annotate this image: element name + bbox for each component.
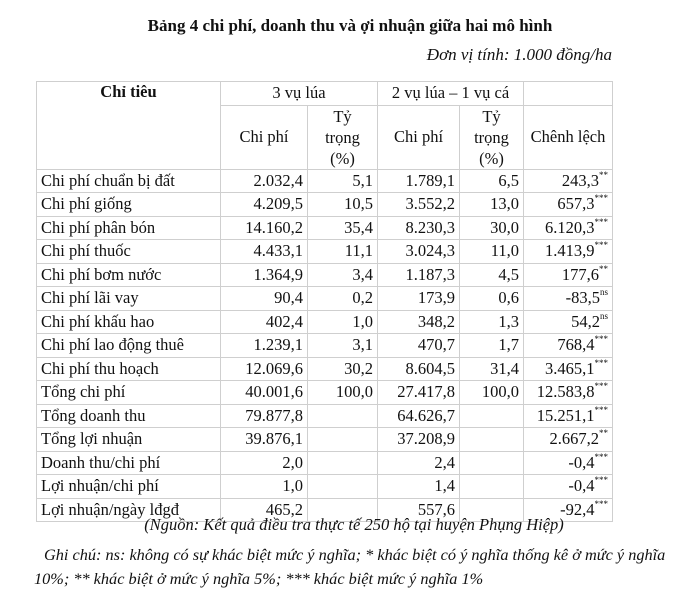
share-rice-fish [460, 451, 524, 475]
share-3-rice: 0,2 [308, 287, 378, 311]
share-rice-fish [460, 404, 524, 428]
row-label: Lợi nhuận/chi phí [37, 475, 221, 499]
difference [524, 357, 613, 381]
significance-marker: ns [600, 287, 609, 298]
cost-rice-fish: 64.626,7 [378, 404, 460, 428]
difference [524, 216, 613, 240]
header-blank [524, 82, 613, 106]
cost-rice-fish: 348,2 [378, 310, 460, 334]
row-label: Lợi nhuận/ngày lđgđ [37, 498, 221, 522]
table-row [37, 475, 613, 499]
share-3-rice [308, 404, 378, 428]
table-row [37, 357, 613, 381]
cost-rice-fish: 1,4 [378, 475, 460, 499]
significance-marker: *** [594, 381, 609, 392]
share-rice-fish: 30,0 [460, 216, 524, 240]
row-label: Doanh thu/chi phí [37, 451, 221, 475]
cost-3-rice: 4.433,1 [221, 240, 308, 264]
cost-3-rice: 39.876,1 [221, 428, 308, 452]
share-rice-fish [460, 475, 524, 499]
share-3-rice [308, 451, 378, 475]
header-cost-2: Chi phí [378, 105, 460, 169]
significance-marker: *** [594, 475, 609, 486]
row-label: Chi phí giống [37, 193, 221, 217]
cost-3-rice: 402,4 [221, 310, 308, 334]
table-row [37, 216, 613, 240]
row-label: Chi phí lao động thuê [37, 334, 221, 358]
cost-rice-fish: 3.024,3 [378, 240, 460, 264]
significance-marker: *** [594, 404, 609, 415]
cost-3-rice: 1.364,9 [221, 263, 308, 287]
difference-value: 177,6 [561, 264, 600, 284]
cost-rice-fish: 37.208,9 [378, 428, 460, 452]
cost-rice-fish: 8.230,3 [378, 216, 460, 240]
difference [524, 193, 613, 217]
cost-3-rice: 4.209,5 [221, 193, 308, 217]
difference [524, 169, 613, 193]
share-3-rice: 100,0 [308, 381, 378, 405]
difference [524, 310, 613, 334]
difference-value: 2.667,2 [549, 429, 600, 449]
cost-rice-fish: 3.552,2 [378, 193, 460, 217]
row-label: Chi phí bơm nước [37, 263, 221, 287]
difference [524, 475, 613, 499]
share-3-rice: 35,4 [308, 216, 378, 240]
cost-3-rice: 79.877,8 [221, 404, 308, 428]
significance-marker: *** [594, 357, 609, 368]
significance-marker: *** [594, 193, 609, 204]
difference-value: 54,2 [571, 311, 600, 331]
share-3-rice: 30,2 [308, 357, 378, 381]
difference-value: -0,4 [568, 452, 595, 472]
header-cost-1: Chi phí [221, 105, 308, 169]
difference-value: 243,3 [561, 170, 600, 190]
cost-3-rice: 12.069,6 [221, 357, 308, 381]
share-rice-fish: 11,0 [460, 240, 524, 264]
difference-value: 768,4 [557, 335, 595, 355]
cost-3-rice: 1,0 [221, 475, 308, 499]
share-rice-fish: 100,0 [460, 381, 524, 405]
difference [524, 334, 613, 358]
share-3-rice: 3,1 [308, 334, 378, 358]
header-group-3-rice: 3 vụ lúa [221, 82, 378, 106]
row-label: Tổng chi phí [37, 381, 221, 405]
share-rice-fish: 4,5 [460, 263, 524, 287]
difference-value: 1.413,9 [545, 241, 595, 261]
cost-rice-fish: 1.187,3 [378, 263, 460, 287]
difference [524, 287, 613, 311]
difference-value: 657,3 [557, 194, 595, 214]
table-row [37, 310, 613, 334]
row-label: Chi phí lãi vay [37, 287, 221, 311]
table-row [37, 451, 613, 475]
table-title: Bảng 4 chi phí, doanh thu và ợi nhuận giữa hai mô hình [147, 16, 553, 35]
row-label: Chi phí phân bón [37, 216, 221, 240]
difference-value: -92,4 [560, 499, 595, 519]
row-label: Chi phí thu hoạch [37, 357, 221, 381]
table-row [37, 287, 613, 311]
significance-marker: *** [594, 216, 609, 227]
header-share-2: Tỷ trọng (%) [460, 105, 524, 169]
cost-3-rice: 2,0 [221, 451, 308, 475]
source-note: (Nguồn: Kết quả điều tra thực tế 250 hộ tại huyện Phụng Hiệp) [144, 515, 564, 534]
share-3-rice: 1,0 [308, 310, 378, 334]
cost-3-rice: 90,4 [221, 287, 308, 311]
difference-value: -83,5 [565, 288, 600, 308]
row-label: Chi phí thuốc [37, 240, 221, 264]
cost-3-rice: 2.032,4 [221, 169, 308, 193]
header-difference: Chênh lệch [524, 105, 613, 169]
significance-marker: ** [599, 169, 609, 180]
comparison-table [36, 81, 613, 522]
header-group-rice-fish: 2 vụ lúa – 1 vụ cá [378, 82, 524, 106]
share-rice-fish: 0,6 [460, 287, 524, 311]
significance-marker: ns [600, 310, 609, 321]
cost-3-rice: 14.160,2 [221, 216, 308, 240]
significance-marker: ** [599, 428, 609, 439]
difference [524, 451, 613, 475]
table-row [37, 404, 613, 428]
table-row [37, 334, 613, 358]
header-share-1: Tỷ trọng (%) [308, 105, 378, 169]
share-3-rice [308, 475, 378, 499]
unit-label: Đơn vị tính: 1.000 đồng/ha [426, 45, 612, 64]
table-row [37, 263, 613, 287]
difference [524, 404, 613, 428]
row-label: Tổng lợi nhuận [37, 428, 221, 452]
share-rice-fish: 6,5 [460, 169, 524, 193]
cost-rice-fish: 173,9 [378, 287, 460, 311]
difference [524, 381, 613, 405]
table-row [37, 193, 613, 217]
share-rice-fish [460, 428, 524, 452]
share-rice-fish: 1,3 [460, 310, 524, 334]
significance-marker: *** [594, 334, 609, 345]
difference [524, 263, 613, 287]
significance-marker: *** [594, 240, 609, 251]
significance-marker: *** [594, 451, 609, 462]
table-row [37, 428, 613, 452]
cost-3-rice: 1.239,1 [221, 334, 308, 358]
cost-3-rice: 40.001,6 [221, 381, 308, 405]
row-label: Tổng doanh thu [37, 404, 221, 428]
cost-rice-fish: 1.789,1 [378, 169, 460, 193]
cost-rice-fish: 2,4 [378, 451, 460, 475]
cost-rice-fish: 470,7 [378, 334, 460, 358]
share-rice-fish: 13,0 [460, 193, 524, 217]
difference [524, 240, 613, 264]
share-3-rice: 11,1 [308, 240, 378, 264]
row-label: Chi phí khấu hao [37, 310, 221, 334]
share-rice-fish: 31,4 [460, 357, 524, 381]
row-label: Chi phí chuẩn bị đất [37, 169, 221, 193]
footnote: Ghi chú: ns: không có sự khác biệt mức ý nghĩa; * khác biệt có ý nghĩa thống kê ở mức ý nghĩa 10%; ** khác biệt ở mức ý nghĩa 5%; *** khác biệt mức ý nghĩa 1% [34, 545, 666, 588]
header-indicator: Chỉ tiêu [37, 82, 221, 170]
cost-3-rice: 465,2 [221, 498, 308, 522]
significance-marker: ** [599, 263, 609, 274]
share-rice-fish: 1,7 [460, 334, 524, 358]
share-3-rice: 5,1 [308, 169, 378, 193]
cost-rice-fish: 8.604,5 [378, 357, 460, 381]
table-row [37, 240, 613, 264]
share-3-rice [308, 428, 378, 452]
share-3-rice: 3,4 [308, 263, 378, 287]
difference-value: 6.120,3 [545, 217, 595, 237]
significance-marker: *** [594, 498, 609, 509]
difference-value: 3.465,1 [545, 358, 595, 378]
cost-rice-fish: 557,6 [378, 498, 460, 522]
table-row [37, 169, 613, 193]
table-row [37, 381, 613, 405]
difference-value: 15.251,1 [536, 405, 595, 425]
difference-value: -0,4 [568, 476, 595, 496]
share-3-rice: 10,5 [308, 193, 378, 217]
difference [524, 428, 613, 452]
difference-value: 12.583,8 [536, 382, 595, 402]
cost-rice-fish: 27.417,8 [378, 381, 460, 405]
